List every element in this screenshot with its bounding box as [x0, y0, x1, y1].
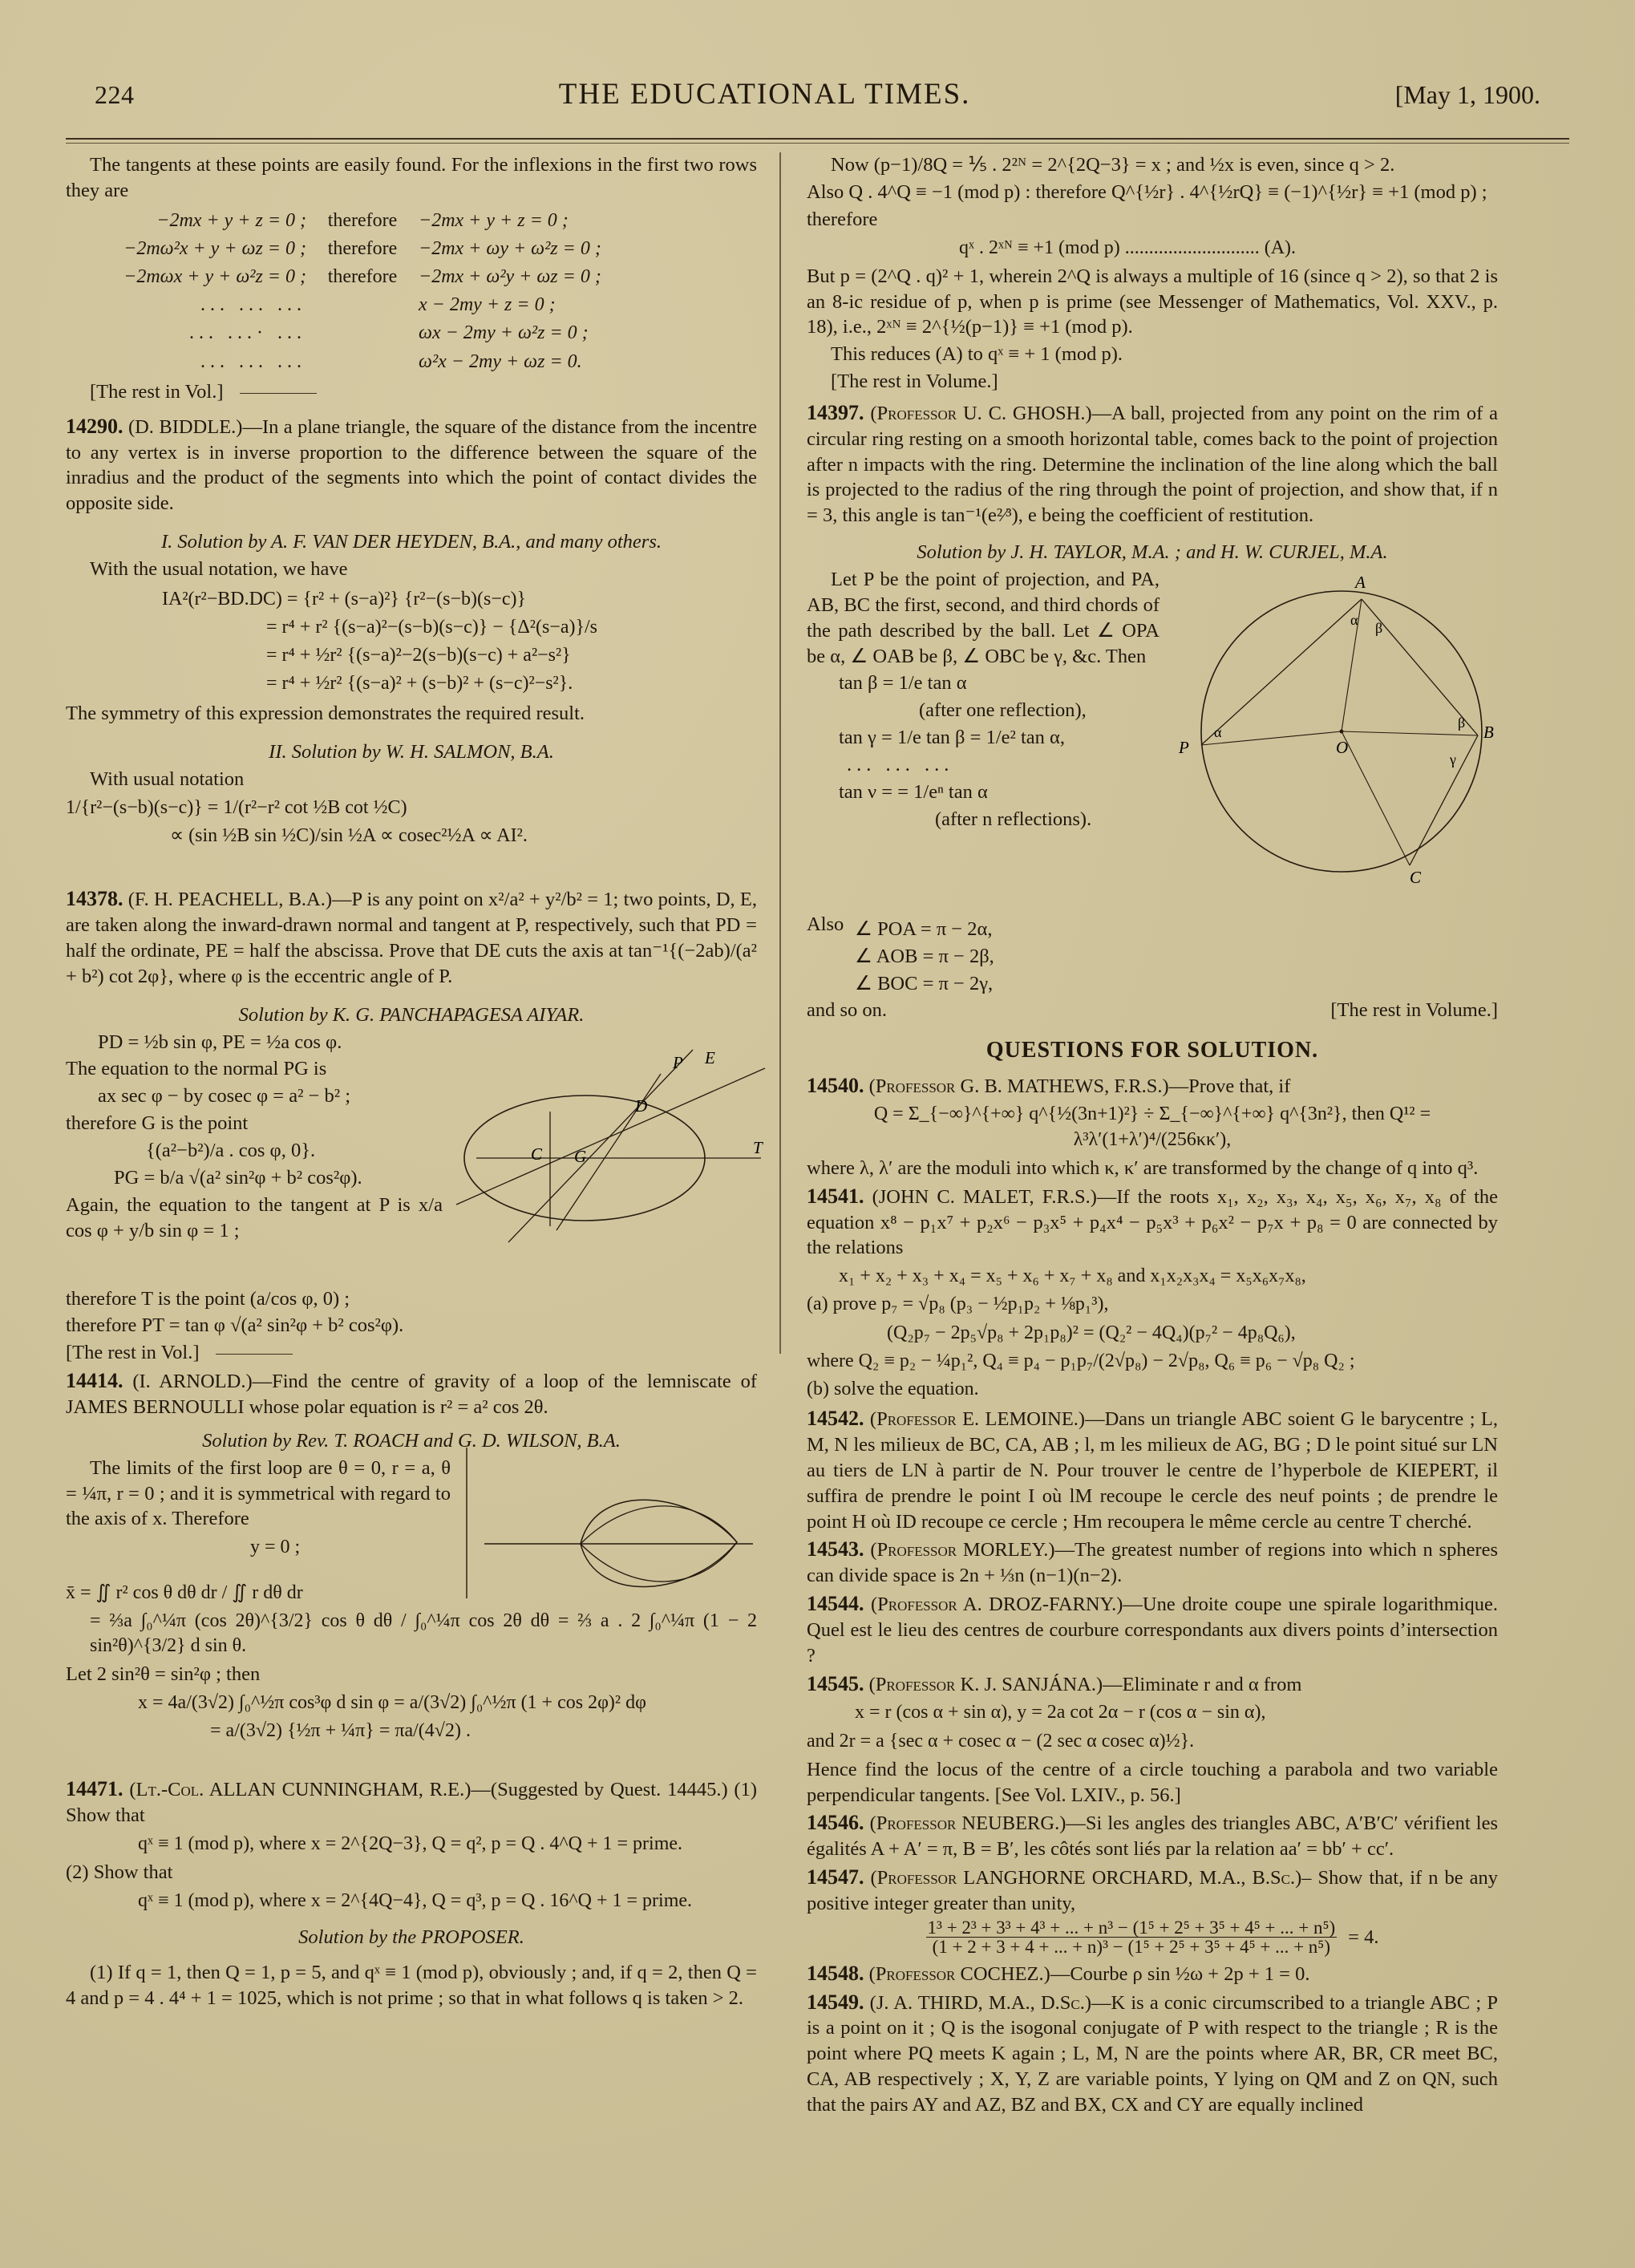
question-number: 14548.: [807, 1961, 864, 1985]
intro-paragraph: The tangents at these points are easily found. For the inflexions in the first two rows they are: [66, 154, 757, 201]
circle-figure: [1169, 567, 1506, 903]
question-14540-tail: where λ, λ′ are the moduli into which κ, κ′ are transformed by the change of q into q³.: [807, 1156, 1479, 1179]
q14545-tail: Hence find the locus of the centre of a circle touching a parabola and two variable perpendicular tangents. [See Vol. LXIV., p. 56.]: [807, 1758, 1498, 1806]
question-text: —Eliminate r and α from: [1103, 1673, 1302, 1695]
q14541-line: where Q₂ ≡ p₂ − ¼p₁², Q₄ ≡ p₄ − p₁p₇/(2√p₈) − 2√p₈, Q₆ ≡ p₆ − √p₈ Q₂ ;: [807, 1350, 1355, 1371]
problem-14378: [66, 885, 757, 989]
solution-6-with-figure: [807, 567, 1498, 912]
eq-lhs: −2mx + y + z = 0 ;: [156, 209, 306, 231]
left-column: [66, 152, 778, 2236]
sol3-line: ax sec φ − by cosec φ = a² − b² ;: [98, 1085, 351, 1108]
problem-text: —P is any point on x²/a² + y²/b² = 1; two points, D, E, are taken along the inward-drawn normal and tangent at P, respectively, such that PD = half the ordinate, PE = half the abscissa. Prove that DE cuts the axis at tan⁻¹{(−2ab)/(a² + b²) cot 2φ}, where φ is the eccentric angle of P.: [66, 889, 757, 987]
eq-rhs: ωx − 2my + ω²z = 0 ;: [419, 322, 589, 344]
problem-14471-line3: qˣ ≡ 1 (mod p), where x = 2^{4Q−4}, Q = q³, p = Q . 16^Q + 1 = prime.: [138, 1890, 693, 1912]
question-number: 14546.: [807, 1811, 864, 1835]
eq-mid: therefore: [327, 266, 398, 288]
problem-text: —A ball, projected from any point on the rim of a circular ring resting on a smooth horizontal table, comes back to the point of projection after n impacts with the ring. Determine the inclination of the line along which the ball is projected to the radius of the ring through the point of projection, and show that, if n = 3, this angle is tan⁻¹(e²⁄³), e being the coefficient of restitution.: [807, 402, 1498, 527]
section-heading-questions: QUESTIONS FOR SOLUTION.: [985, 1038, 1319, 1063]
label-D: D: [635, 1096, 648, 1116]
problem-attribution: (Lt.-Col. ALLAN CUNNINGHAM, R.E.): [129, 1779, 471, 1801]
sol4-line: = a/(3√2) {½π + ¼π} = πa/(4√2) .: [210, 1720, 471, 1742]
sol1-line: IA²(r²−BD.DC) = {r² + (s−a)²} {r²−(s−b)(s−c)}: [162, 588, 527, 610]
sol6-line: (after one reflection),: [919, 699, 1087, 722]
sol6-also-line: ∠ AOB = π − 2β,: [855, 945, 994, 967]
column-divider: [779, 152, 781, 1354]
sol4-lead: The limits of the first loop are θ = 0, r = a, θ = ¼π, r = 0 ; and it is symmetrical with regard to the axis of x. Therefore: [66, 1456, 451, 1530]
q14545-line: and 2r = a {sec α + cosec α − (2 sec α cosec α)½}.: [807, 1730, 1195, 1752]
page-header: [95, 77, 1540, 111]
eq-lhs: ... ... ...: [200, 294, 306, 316]
issue-date: [May 1, 1900.: [1394, 80, 1540, 109]
eq-rhs: ω²x − 2my + ωz = 0.: [419, 350, 582, 372]
question-text: —Dans un triangle ABC soient G le barycentre ; L, M, N les milieux de BC, CA, AB ; l, m les milieux de AG, BG ; D le point situé sur LN au tiers de LN à partir de N. Pour trouver le centre de l’hyperbole de KIEPERT, il suffira de prendre le point I où lM recoupe le cercle des neuf points ; de prendre le point H où ID recoupe ce cercle ; Hm recoupera le même cercle au centre T cherché.: [807, 1408, 1498, 1533]
question-attribution: (Professor A. DROZ-FARNY.): [870, 1594, 1123, 1616]
label-alpha-A: α: [1350, 612, 1358, 628]
question-number: 14543.: [807, 1537, 864, 1561]
ellipse-diagram-svg: [428, 1038, 773, 1262]
q14541-line: (a) prove p₇ = √p₈ (p₃ − ½p₁p₂ + ⅛p₁³),: [807, 1294, 1109, 1315]
sol3-rest-note: [66, 1340, 757, 1366]
sol1-line: = r⁴ + r² {(s−a)²−(s−b)(s−c)} − {Δ²(s−a)}/s: [266, 616, 597, 638]
sol3-line: therefore T is the point (a/cos φ, 0) ;: [66, 1287, 350, 1310]
question-number: 14540.: [807, 1073, 864, 1097]
problem-14471-line2: (2) Show that: [66, 1861, 173, 1884]
label-C: C: [1410, 868, 1422, 887]
label-B: B: [1483, 723, 1494, 742]
question-attribution: (Professor LANGHORNE ORCHARD, M.A., B.Sc.): [870, 1867, 1302, 1889]
label-A: A: [1355, 573, 1366, 592]
q14541-line: (b) solve the equation.: [807, 1378, 979, 1399]
eq-mid: therefore: [327, 209, 398, 231]
problem-14471-line1: qˣ ≡ 1 (mod p), where x = 2^{2Q−3}, Q = q², p = Q . 4^Q + 1 = prime.: [138, 1833, 683, 1855]
problem-14471: [66, 1776, 757, 1829]
sol6-line: (after n reflections).: [935, 808, 1092, 830]
question-14544: [807, 1590, 1498, 1669]
question-14547: [807, 1864, 1498, 1917]
solution-6-text: [807, 567, 1159, 832]
problem-number: 14414.: [66, 1369, 123, 1393]
question-text: —The greatest number of regions into which n spheres can divide space is 2n + ⅓n (n−1)(n−2).: [807, 1539, 1499, 1587]
eq-rhs: x − 2my + z = 0 ;: [419, 294, 556, 316]
problem-attribution: (I. ARNOLD.): [132, 1371, 253, 1393]
lemniscate-diagram-svg: [460, 1448, 757, 1600]
sol6-also-label: Also: [807, 913, 844, 935]
label-T: T: [753, 1137, 763, 1157]
question-attribution: (Professor G. B. MATHEWS, F.R.S.): [868, 1075, 1169, 1097]
problem-number: 14378.: [66, 887, 123, 911]
sol6-end-row: [807, 998, 1498, 1023]
divider-dash: [240, 393, 317, 394]
fraction-denominator: (1 + 2 + 3 + 4 + ... + n)³ − (1⁵ + 2⁵ + 3⁵ + 4⁵ + ... + n⁵): [932, 1937, 1330, 1958]
question-number: 14549.: [807, 1990, 864, 2014]
two-column-body: [66, 152, 1569, 2236]
para-but: But p = (2^Q . q)² + 1, wherein 2^Q is always a multiple of 16 (since q > 2), so that 2 is an 8-ic residue of p, when p is prime (see Messenger of Mathematics, Vol. XXV., p. 18), i.e., 2ˣᴺ ≡ 2^{½(p−1)} ≡ +1 (mod p).: [807, 265, 1498, 338]
question-attribution: (Professor E. LEMOINE.): [869, 1408, 1086, 1431]
sol3-line: therefore PT = tan φ √(a² sin²φ + b² cos²φ).: [66, 1314, 404, 1337]
solution-4-heading: Solution by Rev. T. ROACH and G. D. WILSON, B.A.: [202, 1429, 621, 1452]
solution-5-heading: Solution by the PROPOSER.: [298, 1926, 524, 1949]
question-attribution: (Professor COCHEZ.): [868, 1962, 1050, 1985]
divider-dash: [216, 1354, 293, 1355]
question-14545: [807, 1671, 1498, 1698]
sol6-rest-note: [The rest in Volume.]: [1330, 999, 1498, 1022]
question-number: 14541.: [807, 1184, 864, 1208]
eq-lhs: −2mω²x + y + ωz = 0 ;: [123, 237, 306, 259]
eq-lhs: ... ... ...: [200, 350, 306, 372]
question-text: —Prove that, if: [1168, 1075, 1291, 1097]
sol2-line: 1/{r²−(s−b)(s−c)} = 1/(r²−r² cot ½B cot ½C): [66, 797, 407, 818]
header-rule: [66, 138, 1569, 140]
eq-rhs: −2mx + y + z = 0 ;: [419, 209, 569, 231]
eq-mid: [306, 321, 419, 346]
solution-1-equations: [66, 587, 757, 697]
rest-note-text: [The rest in Vol.]: [90, 380, 224, 403]
eq-rhs: −2mx + ωy + ω²z = 0 ;: [419, 237, 601, 259]
right-top-line-2: Also Q . 4^Q ≡ −1 (mod p) : therefore Q^{½r} . 4^{½rQ} ≡ (−1)^{½r} ≡ +1 (mod p) ;: [807, 180, 1487, 203]
sol6-end-text: and so on.: [807, 999, 888, 1022]
question-14542: [807, 1405, 1498, 1534]
question-text: —K is a conic circumscribed to a triangle ABC ; P is a point on it ; Q is the isogonal conjugate of P with respect to the triangle ; R is the point where PQ meets K again ; L, M, N are the points where AR, BR, CR meet BC, CA, AB respectively ; X, Y, Z are variable points, Y lying on QM and Z on QN, such that the pairs AY and AZ, BZ and BX, CX and CY are equally inclined: [807, 1991, 1498, 2116]
equation-row: [66, 321, 757, 346]
sol6-line: tan γ = 1/e tan β = 1/e² tan α,: [839, 727, 1066, 749]
right-top-line-1: Now (p−1)/8Q = ⅕ . 2²ᴺ = 2^{2Q−3} = x ; and ½x is even, since q > 2.: [831, 154, 1395, 176]
page-title: THE EDUCATIONAL TIMES.: [558, 78, 971, 111]
q14541-line: x₁ + x₂ + x₃ + x₄ = x₅ + x₆ + x₇ + x₈ and x₁x₂x₃x₄ = x₅x₆x₇x₈,: [839, 1266, 1306, 1287]
solution-4-with-figure: [66, 1456, 757, 1576]
sol3-line: {(a²−b²)/a . cos φ, 0}.: [146, 1139, 316, 1161]
question-text: —Courbe ρ sin ½ω + 2p + 1 = 0.: [1050, 1962, 1310, 1985]
q14547-fraction: [807, 1918, 1498, 1957]
header-rule-2: [66, 143, 1569, 144]
solution-1-tail: The symmetry of this expression demonstrates the required result.: [66, 703, 585, 725]
solution-2-lead: With usual notation: [90, 768, 245, 791]
eq-mid: therefore: [327, 237, 398, 259]
problem-text: —(Suggested by Quest. 14445.) (1) Show that: [66, 1779, 758, 1827]
problem-text: —Find the centre of gravity of a loop of the lemniscate of JAMES BERNOULLI whose polar equation is r² = a² cos 2θ.: [66, 1371, 757, 1418]
solution-5-text: (1) If q = 1, then Q = 1, p = 5, and qˣ ≡ 1 (mod p), obviously ; and, if q = 2, then Q = 4 and p = 4 . 4⁴ + 1 = 1025, which is not prime ; so that in what follows q is taken > 2.: [66, 1962, 757, 2010]
circle-diagram-svg: [1169, 567, 1506, 896]
problem-number: 14397.: [807, 400, 864, 424]
lemniscate-figure: [460, 1448, 757, 1607]
fraction-rhs: = 4.: [1348, 1926, 1379, 1948]
equation-row: [66, 265, 757, 290]
equation-row: [66, 350, 757, 375]
question-number: 14544.: [807, 1592, 864, 1616]
sol6-also-line: ∠ BOC = π − 2γ,: [855, 972, 994, 994]
question-text: – Show that, if n be any positive integer greater than unity,: [807, 1867, 1498, 1915]
right-column: [783, 152, 1498, 2236]
sol3-line: PG = b/a √(a² sin²φ + b² cos²φ).: [114, 1166, 362, 1189]
solution-3-text: [66, 1030, 443, 1244]
label-gamma: γ: [1450, 751, 1456, 767]
label-beta-A: β: [1375, 620, 1383, 636]
label-P: P: [673, 1052, 683, 1072]
right-rest-note: [The rest in Volume.]: [831, 371, 998, 393]
question-number: 14542.: [807, 1407, 864, 1431]
question-text: —Une droite coupe une spirale logarithmique. Quel est le lieu des centres de courbure correspondants aux divers points d’intersection ?: [807, 1594, 1499, 1667]
sol6-line: tan β = 1/e tan α: [839, 672, 967, 695]
equation-row: [66, 209, 757, 233]
label-E: E: [705, 1047, 715, 1067]
equation-A: qˣ . 2ˣᴺ ≡ +1 (mod p) ............................ (A).: [959, 237, 1297, 258]
eq-lhs: ... ...· ...: [189, 322, 306, 344]
question-14546: [807, 1809, 1498, 1862]
problem-attribution: (D. BIDDLE.): [127, 415, 243, 438]
problem-attribution: (F. H. PEACHELL, B.A.): [127, 889, 333, 911]
sol3-line: PD = ½b sin φ, PE = ½a cos φ.: [98, 1031, 342, 1053]
sol4-line: x̄ = ∬ r² cos θ dθ dr / ∬ r dθ dr: [66, 1582, 303, 1603]
sol1-line: = r⁴ + ½r² {(s−a)² + (s−b)² + (s−c)²−s²}.: [266, 673, 573, 695]
ellipse-figure: [428, 1038, 773, 1270]
question-attribution: (Professor K. J. SANJÁNA.): [868, 1673, 1103, 1695]
sol2-line: ∝ (sin ½B sin ½C)/sin ½A ∝ cosec²½A ∝ AI².: [170, 825, 528, 847]
label-P: P: [1179, 738, 1189, 757]
question-text: —If the roots x₁, x₂, x₃, x₄, x₅, x₆, x₇, x₈ of the equation x⁸ − p₁x⁷ + p₂x⁶ − p₃x⁵ + p₄x⁴ − p₅x³ + p₆x² − p₇x + p₈ = 0 are connected by the relations: [807, 1185, 1499, 1259]
solution-3-with-figure: [66, 1030, 763, 1286]
problem-attribution: (Professor U. C. GHOSH.): [870, 402, 1092, 424]
fraction-numerator: 1³ + 2³ + 3³ + 4³ + ... + n³ − (1⁵ + 2⁵ + 3⁵ + 4⁵ + ... + n⁵): [927, 1917, 1336, 1938]
label-O: O: [1336, 738, 1349, 757]
label-C: C: [531, 1144, 543, 1164]
sol3-line: Again, the equation to the tangent at P is x/a cos φ + y/b sin φ = 1 ;: [66, 1193, 443, 1241]
label-G: G: [574, 1146, 587, 1166]
sol4-line: Let 2 sin²θ = sin²φ ; then: [66, 1663, 261, 1686]
q14545-line: x = r (cos α + sin α), y = 2a cot 2α − r (cos α − sin α),: [855, 1702, 1266, 1723]
question-attribution: (Professor MORLEY.): [870, 1539, 1055, 1561]
eq-mid: [306, 293, 419, 318]
sol4-line: = ⅔a ∫₀^¼π (cos 2θ)^{3/2} cos θ dθ / ∫₀^¼π cos 2θ dθ = ⅔ a . 2 ∫₀^¼π (1 − 2 sin²θ)^{3/2} d sin θ.: [90, 1610, 757, 1657]
sol4-line: y = 0 ;: [250, 1537, 301, 1558]
sol4-line: x = 4a/(3√2) ∫₀^½π cos³φ d sin φ = a/(3√2) ∫₀^½π (1 + cos 2φ)² dφ: [138, 1692, 646, 1714]
question-number: 14545.: [807, 1671, 864, 1695]
solution-6-heading: Solution by J. H. TAYLOR, M.A. ; and H. W. CURJEL, M.A.: [917, 541, 1388, 564]
sol6-also-line: ∠ POA = π − 2α,: [855, 917, 993, 940]
solution-2-heading: II. Solution by W. H. SALMON, B.A.: [269, 741, 554, 763]
question-attribution: (Professor NEUBERG.): [869, 1812, 1066, 1835]
label-beta-B: β: [1458, 715, 1466, 731]
page-number: 224: [95, 80, 135, 109]
problem-14414: [66, 1367, 757, 1420]
question-14540: [807, 1072, 1498, 1100]
right-top-line-3: therefore: [807, 208, 878, 230]
sol1-line: = r⁴ + ½r² {(s−a)²−2(s−b)(s−c) + a²−s²}: [266, 645, 571, 666]
question-number: 14547.: [807, 1865, 864, 1889]
question-text: —Si les angles des triangles ABC, A′B′C′ vérifient les égalités A + A′ = π, B = B′, les côtés sont liés par la relation aa′ = bb′ + cc′.: [807, 1812, 1498, 1861]
rest-note-text: [The rest in Vol.]: [66, 1342, 200, 1364]
eq-lhs: −2mωx + y + ω²z = 0 ;: [123, 266, 306, 288]
problem-number: 14290.: [66, 414, 123, 438]
solution-1-heading: I. Solution by A. F. VAN DER HEYDEN, B.A., and many others.: [160, 531, 662, 553]
q14541-line: (Q₂p₇ − 2p₅√p₈ + 2p₁p₈)² = (Q₂² − 4Q₄)(p₇² − 4p₈Q₆),: [887, 1322, 1296, 1343]
solution-3-heading: Solution by K. G. PANCHAPAGESA AIYAR.: [238, 1003, 585, 1026]
problem-text: —In a plane triangle, the square of the distance from the incentre to any vertex is in inverse proportion to the difference between the square of the inradius and the product of the segments into which the point of contact divides the opposite side.: [66, 415, 757, 515]
question-14540-equation: Q = Σ_{−∞}^{+∞} q^{½(3n+1)²} ÷ Σ_{−∞}^{+∞} q^{3n²}, then Q¹² = λ³λ′(1+λ′)⁴/(256κκ′),: [873, 1104, 1431, 1150]
equation-row: [66, 237, 757, 261]
question-14543: [807, 1536, 1498, 1589]
eq-mid: [306, 350, 419, 375]
problem-14397: [807, 399, 1498, 529]
question-attribution: (JOHN C. MALET, F.R.S.): [872, 1185, 1097, 1208]
question-attribution: (J. A. THIRD, M.A., D.Sc.): [869, 1991, 1092, 2014]
equation-row: [66, 293, 757, 318]
sol6-line: tan ν = = 1/eⁿ tan α: [839, 780, 988, 803]
eq-rhs: −2mx + ω²y + ωz = 0 ;: [419, 266, 601, 288]
rest-in-vol-note: [90, 379, 757, 405]
problem-number: 14471.: [66, 1777, 123, 1801]
sol3-line: The equation to the normal PG is: [66, 1058, 327, 1080]
question-14548: [807, 1960, 1498, 1987]
question-14549: [807, 1989, 1498, 2118]
label-alpha-P: α: [1214, 724, 1222, 740]
equation-group-tangents: [66, 209, 757, 375]
solution-1-lead: With the usual notation, we have: [90, 557, 348, 580]
sol6-line: ... ... ...: [847, 753, 954, 776]
sol3-line: therefore G is the point: [66, 1112, 249, 1135]
solution-4-text: [66, 1456, 451, 1561]
question-14541: [807, 1183, 1498, 1262]
sol6-paragraph: Let P be the point of projection, and PA, AB, BC the first, second, and third chords of the path described by the ball. Let ∠ OPA be α, ∠ OAB be β, ∠ OBC be γ, &c. Then: [807, 569, 1159, 667]
problem-14290: [66, 413, 757, 516]
para-reduces: This reduces (A) to qˣ ≡ + 1 (mod p).: [831, 343, 1123, 366]
